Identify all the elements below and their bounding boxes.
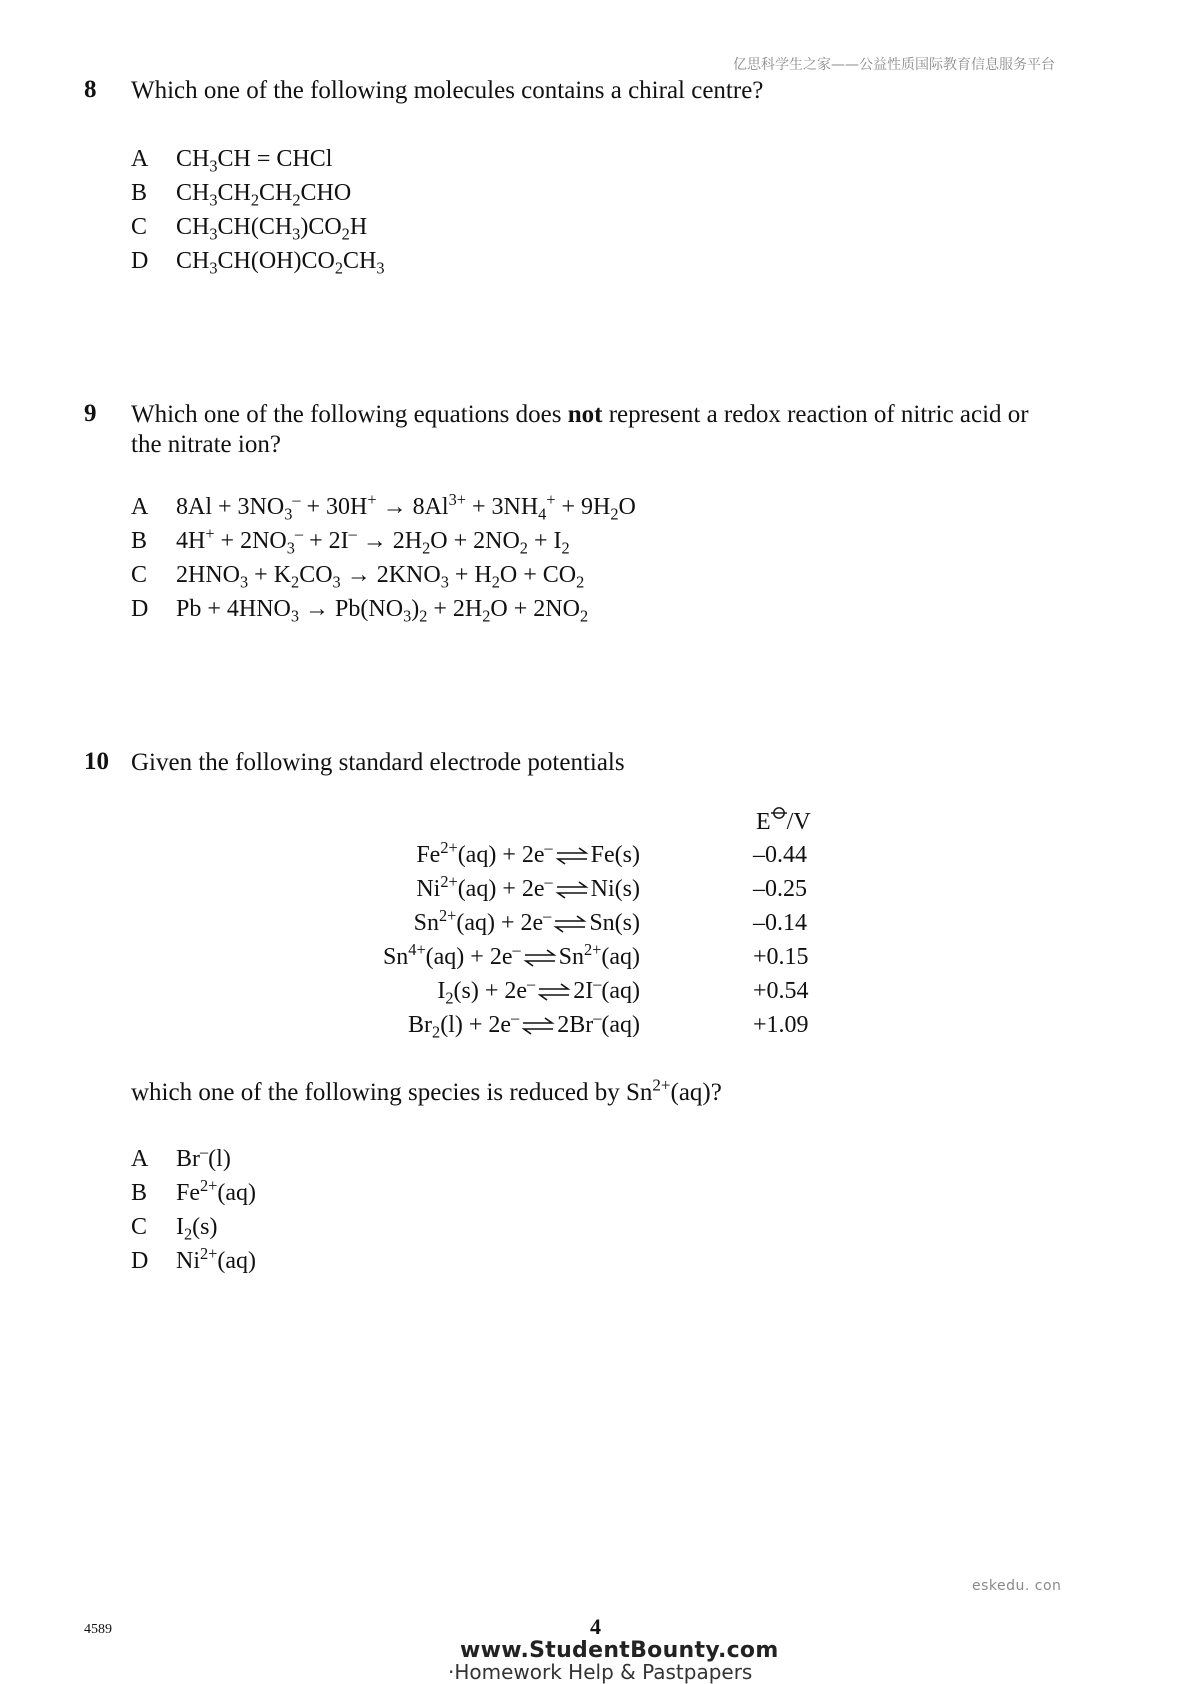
potential-value-br2: +1.09	[753, 1012, 809, 1038]
q10-prompt-before: which one of the following species is reduced by Sn	[131, 1079, 653, 1106]
q10-prompt-after: (aq)?	[670, 1079, 722, 1106]
q9-text-line2: the nitrate ion?	[131, 431, 281, 458]
q9-option-c-letter: C	[131, 562, 148, 588]
q10-option-a-species: Br–(l)	[176, 1142, 231, 1172]
q9-option-b-equation: $4H^+ + 2NO_3^- + 2I^- \to 2H_2O + 2NO_2 + I_2$	[176, 524, 570, 558]
q9-option-d-equation: $Pb + 4HNO_3 \to Pb(NO_3)_2 + 2H_2O + 2NO_2$	[176, 596, 589, 626]
question-8-number: 8	[84, 76, 97, 103]
potential-value-sn4: +0.15	[753, 944, 809, 970]
q8-option-b-formula: $CH_3CH_2CH_2CHO$	[176, 180, 352, 210]
potential-value-fe: –0.44	[753, 842, 807, 868]
studentbounty-watermark-tagline: ·Homework Help & Pastpapers	[448, 1660, 753, 1684]
equilibrium-arrow-icon	[537, 982, 571, 1002]
q8-option-a-formula: $CH_3CH$ = CHCl	[176, 146, 333, 176]
q8-option-a-letter: A	[131, 146, 149, 172]
q8-option-d-letter: D	[131, 248, 149, 274]
potential-column-header: E /V	[756, 806, 811, 836]
equilibrium-arrow-icon	[555, 846, 589, 866]
q9-text-before: Which one of the following equations does	[131, 401, 568, 428]
studentbounty-watermark-site[interactable]: www.StudentBounty.com	[460, 1638, 779, 1663]
half-equation-fe: $Fe^{2+}(aq) + 2e^-$ Fe(s)	[416, 838, 640, 868]
page-number: 4	[590, 1614, 601, 1639]
potential-value-ni: –0.25	[753, 876, 807, 902]
question-9-number: 9	[84, 400, 97, 427]
q9-option-b-letter: B	[131, 528, 148, 554]
half-equation-sn4: $Sn^{4+}(aq) + 2e^-$ $Sn^{2+}(aq)$	[382, 940, 640, 970]
equilibrium-arrow-icon	[553, 914, 587, 934]
header-watermark-text: 亿思科学生之家——公益性质国际教育信息服务平台	[733, 57, 1055, 73]
question-10-text: Given the following standard electrode potentials	[131, 749, 625, 776]
question-10-prompt	[131, 1075, 722, 1108]
half-equation-i2: $I_2(s) + 2e^-$ 2I–(aq)	[437, 974, 640, 1008]
q10-prompt-charge: 2+	[652, 1075, 671, 1095]
q10-option-a-letter: A	[131, 1146, 149, 1172]
potential-value-sn: –0.14	[753, 910, 807, 936]
paper-code: 4589	[84, 1622, 112, 1637]
equilibrium-arrow-icon	[521, 1016, 555, 1036]
q8-option-c-formula: $CH_3CH(CH_3)CO_2H$	[176, 214, 368, 244]
half-equation-sn: $Sn^{2+}(aq) + 2e^-$ Sn(s)	[413, 906, 640, 936]
q8-option-b-letter: B	[131, 180, 148, 206]
potential-value-i2: +0.54	[753, 978, 809, 1004]
q8-option-d-formula: $CH_3CH(OH)CO_2CH_3$	[176, 248, 385, 278]
q10-option-c-species: $I_2(s)$	[176, 1214, 218, 1244]
question-9-text	[131, 400, 1091, 460]
half-equation-br2: $Br_2(l) + 2e^-$ 2Br–(aq)	[408, 1008, 640, 1042]
q9-option-a-equation: $8Al + 3NO_3^- + 30H^+ \to 8Al^{3+} + 3NH_4^+ + 9H_2O$	[176, 490, 636, 524]
q9-text-bold: not	[567, 401, 603, 428]
q9-text-after: represent a redox reaction of nitric acid or	[602, 401, 1029, 428]
question-8-text: Which one of the following molecules contains a chiral centre?	[131, 77, 764, 104]
q10-option-d-letter: D	[131, 1248, 149, 1274]
q9-option-c-equation: $2HNO_3 + K_2CO_3 \to 2KNO_3 + H_2O + CO_2$	[176, 562, 585, 592]
standard-state-symbol-icon	[771, 806, 787, 820]
q10-option-b-letter: B	[131, 1180, 148, 1206]
q8-option-c-letter: C	[131, 214, 148, 240]
q10-option-b-species: $Fe^{2+}(aq)$	[176, 1176, 256, 1206]
eskedu-watermark: eskedu. con	[972, 1578, 1062, 1594]
q9-option-d-letter: D	[131, 596, 149, 622]
equilibrium-arrow-icon	[555, 880, 589, 900]
equilibrium-arrow-icon	[523, 948, 557, 968]
q10-option-c-letter: C	[131, 1214, 148, 1240]
half-equation-ni: $Ni^{2+}(aq) + 2e^-$ Ni(s)	[416, 872, 640, 902]
q10-option-d-species: $Ni^{2+}(aq)$	[176, 1244, 256, 1274]
q9-option-a-letter: A	[131, 494, 149, 520]
question-10-number: 10	[84, 748, 109, 775]
